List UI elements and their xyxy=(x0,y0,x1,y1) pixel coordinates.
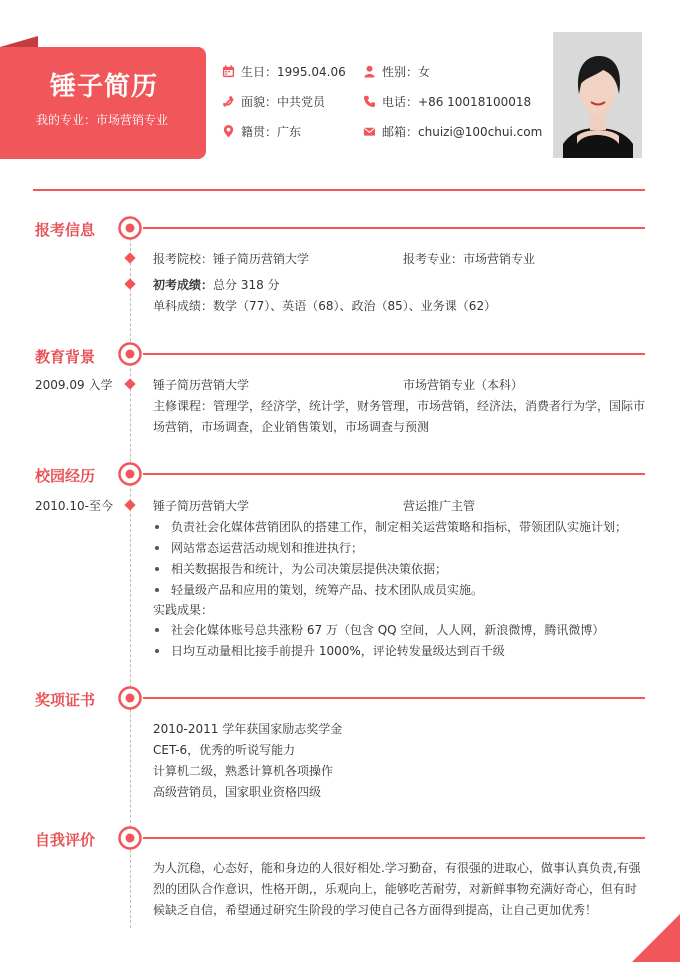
section-ring-icon xyxy=(118,342,142,366)
header-banner xyxy=(0,47,206,159)
education-school: 锤子简历营销大学 xyxy=(153,378,250,392)
campus-results-label: 实践成果： xyxy=(153,603,214,617)
education-courses-line1: 主修课程：管理学，经济学，统计学，财务管理，市场营销，经济法，消费者行为学，国际市 xyxy=(153,399,646,413)
section-ring-icon xyxy=(118,826,142,850)
phone-value: +86 10018100018 xyxy=(418,94,532,109)
section-ring-icon xyxy=(118,686,142,710)
list-item: 相关数据报告和统计，为公司决策层提供决策依据； xyxy=(153,560,447,577)
award-item: 高级营销员，国家职业资格四级 xyxy=(153,785,322,799)
award-item: 2010-2011 学年获国家励志奖学金 xyxy=(153,722,343,736)
award-item: 计算机二级，熟悉计算机各项操作 xyxy=(153,764,334,778)
gender-value: 女 xyxy=(418,65,431,79)
corner-decoration xyxy=(632,914,680,962)
award-item: CET-6，优秀的听说写能力 xyxy=(153,743,296,757)
info-phone: 电话： +86 10018100018 xyxy=(363,93,531,110)
exam-school: 报考院校：锤子简历营销大学 xyxy=(153,252,310,266)
section-ring-icon xyxy=(118,462,142,486)
calendar-icon xyxy=(222,65,235,78)
banner-fold xyxy=(0,36,38,47)
campus-role: 营运推广主管 xyxy=(403,499,476,513)
timeline-diamond xyxy=(124,278,135,289)
birthday-value: 1995.04.06 xyxy=(277,64,346,79)
info-birthday: 生日： 1995.04.06 xyxy=(222,63,346,80)
political-value: 中共党员 xyxy=(277,95,326,109)
section-ring-icon xyxy=(118,216,142,240)
list-item: 负责社会化媒体营销团队的搭建工作，制定相关运营策略和指标，带领团队实施计划； xyxy=(153,518,627,535)
campus-date: 2010.10-至今 xyxy=(35,499,113,513)
party-emblem-icon xyxy=(222,95,235,108)
list-item: 日均互动量相比接手前提升 1000%，评论转发量级达到百千级 xyxy=(153,642,505,659)
specialty-text: 我的专业：市场营销专业 xyxy=(36,113,169,127)
education-courses-line2: 场营销，市场调查，企业销售策划，市场调查与预测 xyxy=(153,420,430,434)
section-line xyxy=(143,353,645,355)
header-divider xyxy=(33,189,645,191)
hometown-value: 广东 xyxy=(277,125,302,139)
education-date: 2009.09 入学 xyxy=(35,378,113,392)
section-line xyxy=(143,473,645,475)
person-icon xyxy=(363,65,376,78)
profile-photo xyxy=(553,32,642,158)
list-item: 轻量级产品和应用的策划，统筹产品、技术团队成员实施。 xyxy=(153,581,483,598)
info-gender: 性别： 女 xyxy=(363,63,430,80)
section-title-campus: 校园经历 xyxy=(35,467,96,485)
timeline-diamond xyxy=(124,378,135,389)
section-title-self: 自我评价 xyxy=(35,831,96,849)
list-item: 网站常态运营活动规划和推进执行； xyxy=(153,539,363,556)
exam-subjects: 单科成绩：数学（77）、英语（68）、政治（85）、业务课（62） xyxy=(153,299,497,313)
location-pin-icon xyxy=(222,125,235,138)
mail-icon xyxy=(363,125,376,138)
resume-name: 锤子简历 xyxy=(50,72,159,102)
campus-school: 锤子简历营销大学 xyxy=(153,499,250,513)
section-title-education: 教育背景 xyxy=(35,348,96,366)
section-title-awards: 奖项证书 xyxy=(35,691,96,709)
info-hometown: 籍贯： 广东 xyxy=(222,123,301,140)
section-line xyxy=(143,837,645,839)
phone-icon xyxy=(363,95,376,108)
email-value: chuizi@100chui.com xyxy=(418,124,543,139)
self-evaluation-text: 为人沉稳，心态好，能和身边的人很好相处.学习勤奋，有很强的进取心，做事认真负责,有强烈的团队合作意识，性格开朗,，乐观向上，能够吃苦耐劳，对新鲜事物充满好奇心，但有时候缺乏自信，希望通过研究生阶段的学习使自己各方面得到提高，让自己更加优秀！ xyxy=(153,861,641,917)
timeline-line xyxy=(130,228,131,928)
exam-major: 报考专业：市场营销专业 xyxy=(403,252,536,266)
timeline-diamond xyxy=(124,252,135,263)
section-title-exam: 报考信息 xyxy=(35,221,96,239)
timeline-diamond xyxy=(124,499,135,510)
section-line xyxy=(143,227,645,229)
info-email: 邮箱： chuizi@100chui.com xyxy=(363,123,542,140)
info-political: 面貌： 中共党员 xyxy=(222,93,325,110)
list-item: 社会化媒体账号总共涨粉 67 万（包含 QQ 空间，人人网，新浪微博，腾讯微博） xyxy=(153,621,604,638)
section-line xyxy=(143,697,645,699)
education-major: 市场营销专业（本科） xyxy=(403,378,524,392)
exam-prelim: 初考成绩：总分 318 分 xyxy=(153,278,280,292)
